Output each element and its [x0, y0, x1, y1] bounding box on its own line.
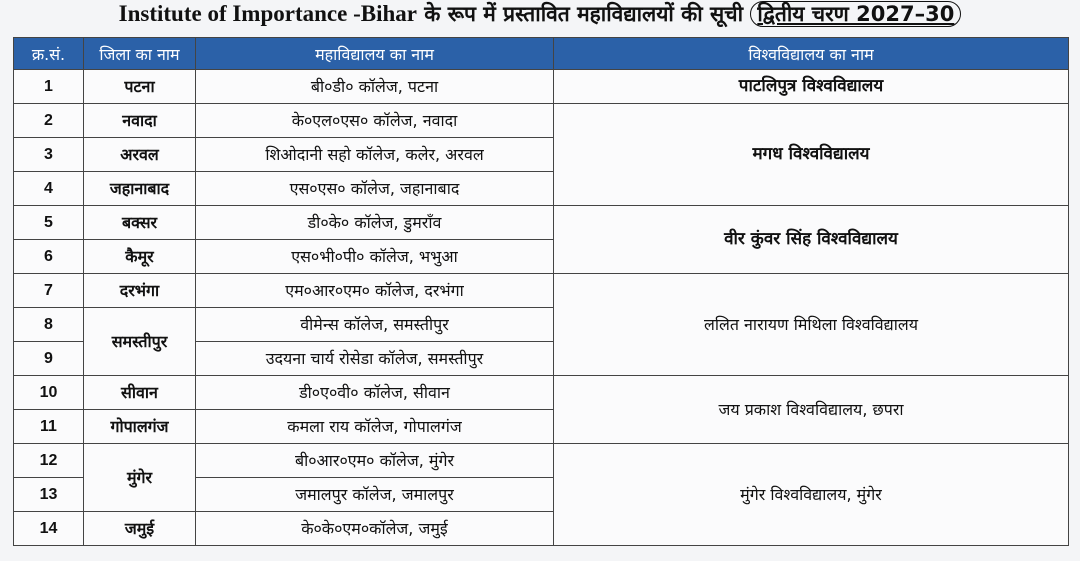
header-sn: क्र.सं.: [14, 38, 84, 70]
title-hindi: के रूप में प्रस्तावित महाविद्यालयों की सूची: [424, 2, 744, 26]
title-english: Institute of Importance -Bihar: [118, 1, 417, 26]
table-row: [14, 444, 1069, 478]
district-name: बक्सर: [84, 206, 196, 240]
serial-number: 4: [14, 172, 84, 206]
college-name: के०के०एम०कॉलेज, जमुई: [196, 512, 554, 546]
college-name: शिओदानी सहो कॉलेज, कलेर, अरवल: [196, 138, 554, 172]
table-row: [14, 376, 1069, 410]
serial-number: 11: [14, 410, 84, 444]
table-row: [14, 274, 1069, 308]
university-name: जय प्रकाश विश्वविद्यालय, छपरा: [554, 376, 1069, 444]
college-name: बी०डी० कॉलेज, पटना: [196, 70, 554, 104]
university-name: मगध विश्वविद्यालय: [554, 104, 1069, 206]
college-name: एस०भी०पी० कॉलेज, भभुआ: [196, 240, 554, 274]
college-name: के०एल०एस० कॉलेज, नवादा: [196, 104, 554, 138]
serial-number: 3: [14, 138, 84, 172]
college-list-table: [13, 37, 1069, 546]
district-name: गोपालगंज: [84, 410, 196, 444]
serial-number: 13: [14, 478, 84, 512]
page-title: [0, 0, 1080, 34]
serial-number: 6: [14, 240, 84, 274]
college-name: बी०आर०एम० कॉलेज, मुंगेर: [196, 444, 554, 478]
header-district: जिला का नाम: [84, 38, 196, 70]
university-name: वीर कुंवर सिंह विश्वविद्यालय: [554, 206, 1069, 274]
serial-number: 7: [14, 274, 84, 308]
university-name: ललित नारायण मिथिला विश्वविद्यालय: [554, 274, 1069, 376]
serial-number: 10: [14, 376, 84, 410]
college-name: एम०आर०एम० कॉलेज, दरभंगा: [196, 274, 554, 308]
district-name: समस्तीपुर: [84, 308, 196, 376]
district-name: कैमूर: [84, 240, 196, 274]
college-name: एस०एस० कॉलेज, जहानाबाद: [196, 172, 554, 206]
header-university: विश्वविद्यालय का नाम: [554, 38, 1069, 70]
serial-number: 2: [14, 104, 84, 138]
title-phase: द्वितीय चरण 2027–30: [750, 1, 961, 27]
serial-number: 9: [14, 342, 84, 376]
serial-number: 14: [14, 512, 84, 546]
college-name: डी०ए०वी० कॉलेज, सीवान: [196, 376, 554, 410]
college-name: उदयना चार्य रोसेडा कॉलेज, समस्तीपुर: [196, 342, 554, 376]
table-row: [14, 104, 1069, 138]
table-row: [14, 70, 1069, 104]
serial-number: 8: [14, 308, 84, 342]
district-name: जमुई: [84, 512, 196, 546]
table-header-row: [14, 38, 1069, 70]
district-name: दरभंगा: [84, 274, 196, 308]
college-name: वीमेन्स कॉलेज, समस्तीपुर: [196, 308, 554, 342]
university-name: मुंगेर विश्वविद्यालय, मुंगेर: [554, 444, 1069, 546]
serial-number: 12: [14, 444, 84, 478]
college-name: जमालपुर कॉलेज, जमालपुर: [196, 478, 554, 512]
serial-number: 5: [14, 206, 84, 240]
college-name: कमला राय कॉलेज, गोपालगंज: [196, 410, 554, 444]
serial-number: 1: [14, 70, 84, 104]
header-college: महाविद्यालय का नाम: [196, 38, 554, 70]
district-name: सीवान: [84, 376, 196, 410]
district-name: जहानाबाद: [84, 172, 196, 206]
table-row: [14, 206, 1069, 240]
district-name: मुंगेर: [84, 444, 196, 512]
university-name: पाटलिपुत्र विश्वविद्यालय: [554, 70, 1069, 104]
college-name: डी०के० कॉलेज, डुमराँव: [196, 206, 554, 240]
district-name: पटना: [84, 70, 196, 104]
district-name: अरवल: [84, 138, 196, 172]
district-name: नवादा: [84, 104, 196, 138]
